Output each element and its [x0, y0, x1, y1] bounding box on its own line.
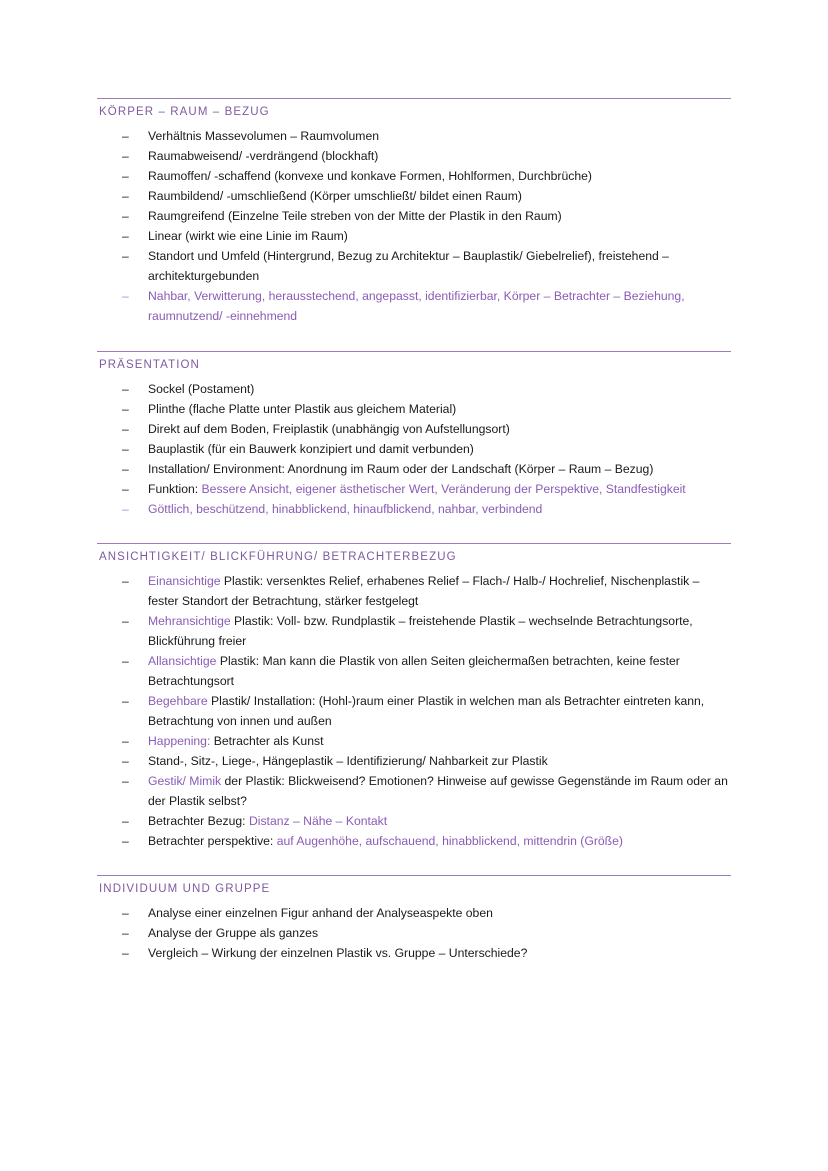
list-item [97, 943, 731, 963]
item-text: Analyse der Gruppe als ganzes [148, 926, 319, 940]
bullet-dash: – [122, 422, 129, 436]
bullet-dash: – [122, 754, 129, 768]
list-item [97, 186, 731, 206]
bullet-dash: – [122, 169, 129, 183]
item-text: Verhältnis Massevolumen – Raumvolumen [148, 129, 379, 143]
item-text: Raumgreifend (Einzelne Teile streben von der Mitte der Plastik in den Raum) [148, 209, 562, 223]
bullet-dash: – [122, 574, 129, 588]
bullet-dash: – [122, 774, 129, 788]
bullet-dash: – [122, 946, 129, 960]
bullet-dash: – [122, 209, 129, 223]
bullet-dash: – [122, 289, 129, 303]
item-text: Analyse einer einzelnen Figur anhand der Analyseaspekte oben [148, 906, 493, 920]
item-text: Mehransichtige [148, 614, 231, 628]
item-text: Plastik: Voll- bzw. Rundplastik – freistehende Plastik – wechselnde Betrachtungsorte, Blickführung freier [148, 614, 693, 648]
bullet-dash: – [122, 814, 129, 828]
bullet-dash: – [122, 402, 129, 416]
item-text: Happening: [148, 734, 211, 748]
item-text: Nahbar, Verwitterung, herausstechend, angepasst, identifizierbar, Körper – Betrachter – Beziehung, raumnutzend/ -einnehmend [148, 289, 685, 323]
bullet-dash: – [122, 834, 129, 848]
item-text: Vergleich – Wirkung der einzelnen Plastik vs. Gruppe – Unterschiede? [148, 946, 528, 960]
list-item [97, 419, 731, 439]
bullet-dash: – [122, 614, 129, 628]
section-heading: PRÄSENTATION [97, 351, 731, 373]
bullet-dash: – [122, 189, 129, 203]
list-item [97, 571, 731, 611]
list-item [97, 691, 731, 731]
list-item [97, 126, 731, 146]
list-item [97, 399, 731, 419]
list-item [97, 286, 731, 326]
list-item [97, 206, 731, 226]
bullet-dash: – [122, 149, 129, 163]
item-text: Betrachter perspektive: [148, 834, 277, 848]
list-item [97, 831, 731, 851]
list-item [97, 459, 731, 479]
item-text: Stand-, Sitz-, Liege-, Hängeplastik – Identifizierung/ Nahbarkeit zur Plastik [148, 754, 548, 768]
item-text: Bessere Ansicht, eigener ästhetischer Wert, Veränderung der Perspektive, Standfestigkeit [201, 482, 686, 496]
item-text: Raumbildend/ -umschließend (Körper umschließt/ bildet einen Raum) [148, 189, 522, 203]
item-text: Raumoffen/ -schaffend (konvexe und konkave Formen, Hohlformen, Durchbrüche) [148, 169, 592, 183]
list-item [97, 479, 731, 499]
section-individuum-und-gruppe [97, 875, 731, 963]
bullet-dash: – [122, 694, 129, 708]
item-text: Linear (wirkt wie eine Linie im Raum) [148, 229, 348, 243]
section-heading: KÖRPER – RAUM – BEZUG [97, 98, 731, 120]
section-praesentation [97, 351, 731, 519]
item-text: Installation/ Environment: Anordnung im Raum oder der Landschaft (Körper – Raum – Bezug) [148, 462, 654, 476]
item-text: Betrachter als Kunst [210, 734, 324, 748]
list-item [97, 226, 731, 246]
bullet-dash: – [122, 482, 129, 496]
list-item [97, 611, 731, 651]
list-item [97, 166, 731, 186]
item-text: Einansichtige [148, 574, 221, 588]
item-text: Göttlich, beschützend, hinabblickend, hinaufblickend, nahbar, verbindend [148, 502, 543, 516]
bullet-list [97, 571, 731, 851]
bullet-dash: – [122, 129, 129, 143]
list-item [97, 731, 731, 751]
section-ansichtigkeit [97, 543, 731, 851]
bullet-dash: – [122, 502, 129, 516]
item-text: Distanz – Nähe – Kontakt [248, 814, 388, 828]
section-heading: ANSICHTIGKEIT/ BLICKFÜHRUNG/ BETRACHTERBEZUG [97, 543, 731, 565]
section-heading: INDIVIDUUM UND GRUPPE [97, 875, 731, 897]
bullet-dash: – [122, 249, 129, 263]
bullet-dash: – [122, 442, 129, 456]
item-text: Bauplastik (für ein Bauwerk konzipiert und damit verbunden) [148, 442, 474, 456]
bullet-dash: – [122, 229, 129, 243]
list-item [97, 811, 731, 831]
list-item [97, 499, 731, 519]
item-text: Begehbare [148, 694, 208, 708]
item-text: Funktion: [148, 482, 202, 496]
list-item [97, 751, 731, 771]
list-item [97, 439, 731, 459]
bullet-dash: – [122, 382, 129, 396]
item-text: Plastik/ Installation: (Hohl-)raum einer Plastik in welchen man als Betrachter eintreten kann, Betrachtung von innen und außen [148, 694, 705, 728]
item-text: auf Augenhöhe, aufschauend, hinabblickend, mittendrin (Größe) [276, 834, 623, 848]
bullet-dash: – [122, 734, 129, 748]
list-item [97, 379, 731, 399]
item-text: Gestik/ Mimik [148, 774, 222, 788]
item-text: Plastik: Man kann die Plastik von allen Seiten gleichermaßen betrachten, keine fester Betrachtungsort [148, 654, 680, 688]
bullet-dash: – [122, 462, 129, 476]
list-item [97, 146, 731, 166]
item-text: Raumabweisend/ -verdrängend (blockhaft) [148, 149, 379, 163]
bullet-list [97, 903, 731, 963]
list-item [97, 246, 731, 286]
item-text: Plinthe (flache Platte unter Plastik aus gleichem Material) [148, 402, 457, 416]
bullet-dash: – [122, 654, 129, 668]
bullet-dash: – [122, 906, 129, 920]
bullet-list [97, 379, 731, 519]
list-item [97, 923, 731, 943]
item-text: Direkt auf dem Boden, Freiplastik (unabhängig von Aufstellungsort) [148, 422, 510, 436]
list-item [97, 771, 731, 811]
item-text: Plastik: versenktes Relief, erhabenes Relief – Flach-/ Halb-/ Hochrelief, Nischenplastik – fester Standort der Betrachtung, stärker festgelegt [148, 574, 700, 608]
item-text: Standort und Umfeld (Hintergrund, Bezug zu Architektur – Bauplastik/ Giebelrelief), freistehend – architekturgebunden [148, 249, 669, 283]
list-item [97, 651, 731, 691]
item-text: Sockel (Postament) [148, 382, 255, 396]
item-text: der Plastik: Blickweisend? Emotionen? Hinweise auf gewisse Gegenstände im Raum oder an der Plastik selbst? [148, 774, 728, 808]
list-item [97, 903, 731, 923]
section-koerper-raum-bezug [97, 98, 731, 326]
item-text: Betrachter Bezug: [148, 814, 249, 828]
bullet-dash: – [122, 926, 129, 940]
bullet-list [97, 126, 731, 326]
item-text: Allansichtige [148, 654, 217, 668]
